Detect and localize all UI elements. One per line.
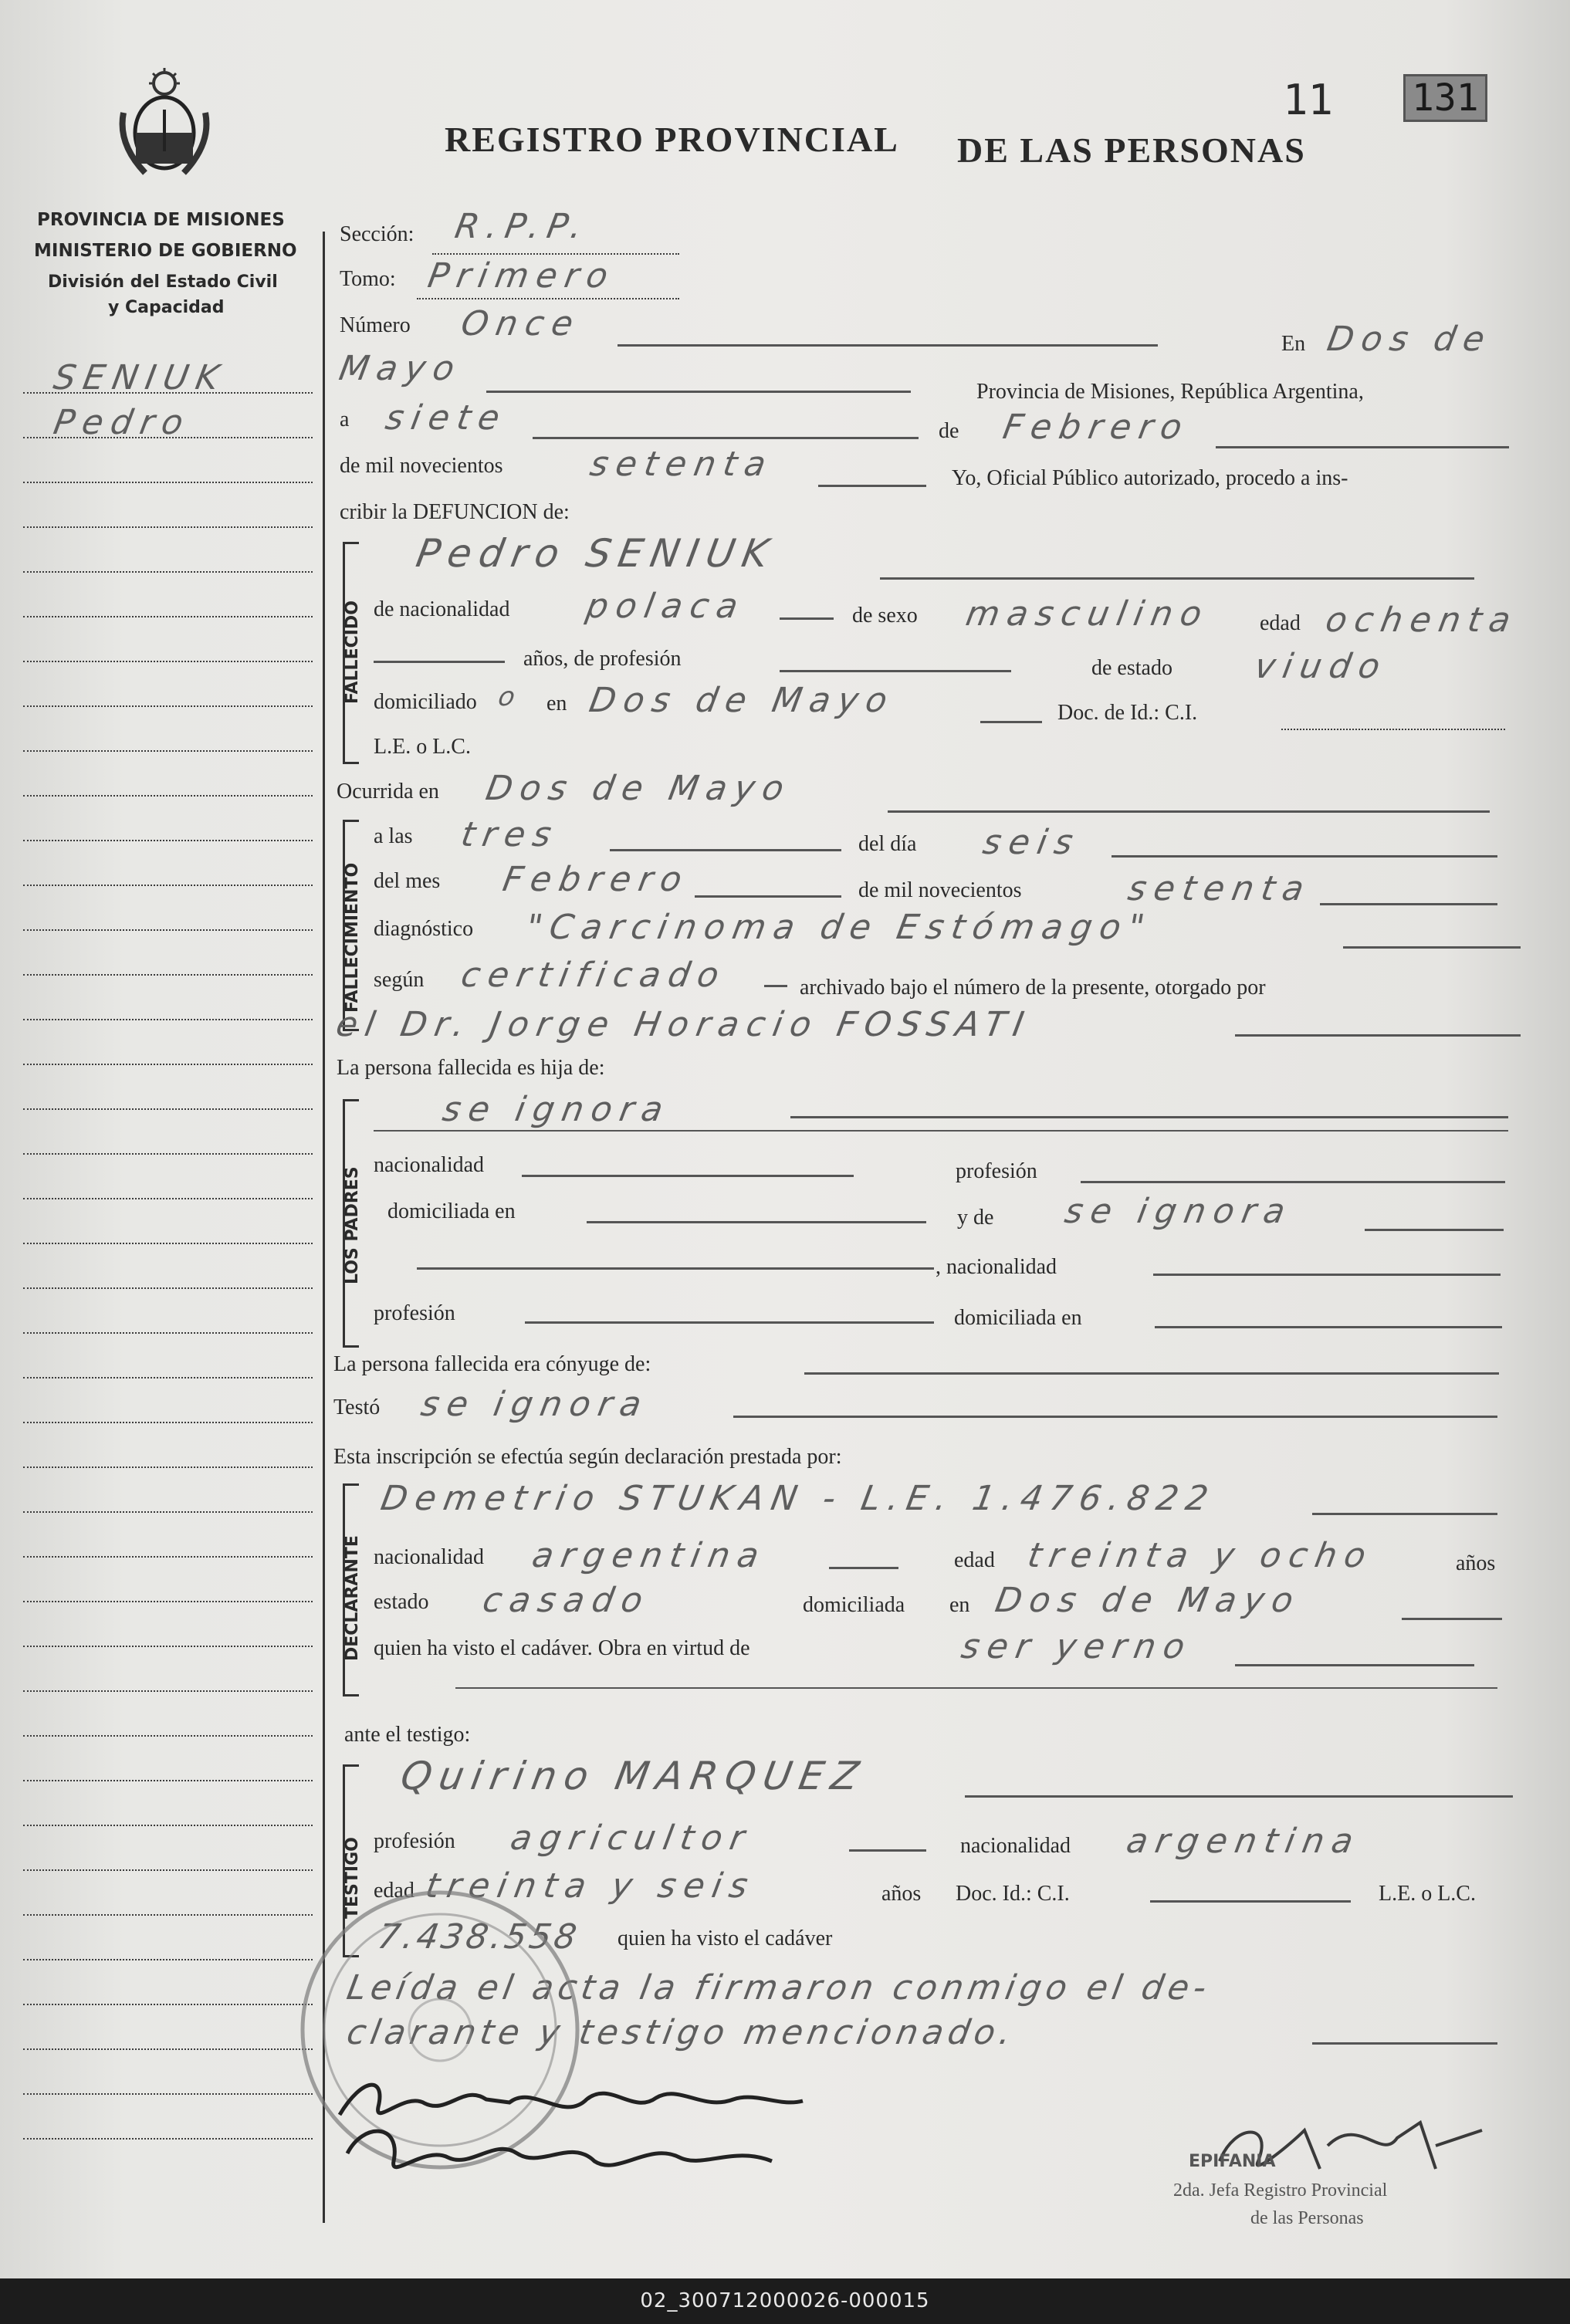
- hija-text: La persona fallecida es hija de:: [337, 1056, 605, 1080]
- mes-value: Febrero: [1000, 408, 1193, 447]
- declarante-domicilio-value: Dos de Mayo: [992, 1581, 1304, 1620]
- declarante-nombre: Demetrio STUKAN - L.E. 1.476.822: [377, 1479, 1219, 1518]
- testigo-profesion-label: profesión: [374, 1829, 455, 1853]
- segun-value: certificado: [458, 956, 730, 995]
- anio-value-2: setenta: [1125, 869, 1315, 908]
- testigo-nacionalidad-value: argentina: [1123, 1822, 1364, 1861]
- domicilio-suffix: o: [496, 682, 518, 712]
- domicilio-label: domiciliado: [374, 690, 477, 714]
- fallecimiento-section-label: FALLECIMIENTO: [343, 862, 362, 1013]
- closing-line-2: clarante y testigo mencionado.: [343, 2013, 1019, 2052]
- mes-value-2: Febrero: [499, 860, 693, 899]
- declarante-en-label: en: [949, 1593, 970, 1617]
- hora-value: tres: [458, 815, 562, 854]
- official-registry: de las Personas: [1250, 2208, 1364, 2228]
- margin-surname: SENIUK: [50, 358, 230, 397]
- de-label: de: [939, 419, 959, 443]
- coat-of-arms-icon: [114, 66, 215, 181]
- declarante-obra-value: ser yerno: [958, 1627, 1196, 1666]
- a-label: a: [340, 408, 350, 431]
- sexo-value: masculino: [963, 594, 1213, 634]
- edad-label: edad: [1260, 611, 1301, 635]
- padre-value: se ignora: [439, 1090, 674, 1129]
- tomo-label: Tomo:: [340, 267, 396, 291]
- segun-label: según: [374, 968, 425, 992]
- place-a: Dos de: [1324, 320, 1496, 359]
- page-title-left: REGISTRO PROVINCIAL: [445, 120, 899, 159]
- profesion-padre-label: profesión: [956, 1159, 1037, 1183]
- profesion-madre-label: profesión: [374, 1301, 455, 1325]
- testigo-doc-label: Doc. Id.: C.I.: [956, 1882, 1070, 1906]
- le-label: L.E. o L.C.: [374, 735, 471, 759]
- del-dia-label: del día: [858, 832, 917, 856]
- org-line-3: División del Estado Civil: [48, 272, 278, 292]
- testigo-edad-label: edad: [374, 1879, 414, 1903]
- declarante-estado-label: estado: [374, 1590, 429, 1614]
- medico-value: el Dr. Jorge Horacio FOSSATI: [333, 1005, 1035, 1044]
- org-line-1: PROVINCIA DE MISIONES: [37, 210, 285, 230]
- diagnostico-value: "Carcinoma de Estómago": [523, 908, 1156, 947]
- anios-label: años, de profesión: [523, 647, 682, 671]
- nacionalidad-label: de nacionalidad: [374, 597, 510, 621]
- provincia-text: Provincia de Misiones, República Argentina,: [976, 380, 1364, 404]
- dia-value: siete: [382, 398, 511, 438]
- declarante-anios-label: años: [1456, 1551, 1496, 1575]
- tomo-value: Primero: [425, 256, 619, 296]
- declarante-edad-value: treinta y ocho: [1024, 1536, 1377, 1575]
- footer-caption: 02_300712000026-000015: [0, 2278, 1570, 2324]
- official-name: EPIFANIA: [1189, 2152, 1276, 2171]
- page-number-stamp: 131: [1403, 74, 1487, 122]
- testigo-cadaver-text: quien ha visto el cadáver: [618, 1927, 833, 1950]
- domicilio-en-label: en: [546, 692, 567, 715]
- estado-label: de estado: [1091, 656, 1172, 680]
- declarante-cadaver-text: quien ha visto el cadáver. Obra en virtud de: [374, 1636, 750, 1660]
- place-b: Mayo: [336, 349, 465, 388]
- org-line-2: MINISTERIO DE GOBIERNO: [34, 241, 297, 261]
- seccion-label: Sección:: [340, 222, 414, 246]
- numero-value: Once: [458, 304, 584, 343]
- numero-label: Número: [340, 313, 411, 337]
- testigo-anios-label: años: [881, 1882, 922, 1906]
- margin-given-name: Pedro: [50, 403, 195, 442]
- seccion-value: R.P.P.: [452, 207, 594, 246]
- sexo-label: de sexo: [852, 604, 918, 628]
- doc-label: Doc. de Id.: C.I.: [1057, 701, 1198, 725]
- declarante-nacionalidad-value: argentina: [529, 1536, 770, 1575]
- nacionalidad-padre-label: nacionalidad: [374, 1153, 485, 1177]
- official-title: 2da. Jefa Registro Provincial: [1173, 2180, 1388, 2201]
- anio-value: setenta: [587, 445, 777, 484]
- conyuge-text: La persona fallecida era cónyuge de:: [333, 1352, 651, 1376]
- edad-value: ochenta: [1322, 600, 1521, 640]
- page-number: 11: [1283, 76, 1334, 124]
- y-de-label: y de: [957, 1206, 994, 1230]
- nacionalidad-madre-label: , nacionalidad: [936, 1255, 1057, 1279]
- fallecido-nombre: Pedro SENIUK: [412, 531, 780, 576]
- testigo-profesion-value: agricultor: [507, 1818, 756, 1858]
- closing-line-1: Leída el acta la firmaron conmigo el de-: [343, 1968, 1214, 2008]
- declarante-domiciliada-label: domiciliada: [803, 1593, 905, 1617]
- domiciliada-madre-label: domiciliada en: [954, 1306, 1082, 1330]
- ocurrida-label: Ocurrida en: [337, 780, 439, 803]
- ocurrida-value: Dos de Mayo: [482, 769, 795, 808]
- official-signature-icon: [1204, 2099, 1497, 2192]
- declarante-edad-label: edad: [954, 1548, 995, 1572]
- declarante-nacionalidad-label: nacionalidad: [374, 1545, 485, 1569]
- domicilio-value: Dos de Mayo: [586, 681, 898, 720]
- testo-value: se ignora: [418, 1385, 652, 1424]
- archivado-text: archivado bajo el número de la presente, otorgado por: [800, 976, 1266, 1000]
- testigo-nombre: Quirino MARQUEZ: [397, 1754, 870, 1798]
- padres-section-label: LOS PADRES: [343, 1166, 362, 1284]
- testigo-signature-icon: [340, 2115, 803, 2192]
- del-mes-label: del mes: [374, 869, 441, 893]
- testigo-doc-numero: 7.438.558: [374, 1917, 583, 1957]
- estado-value: viudo: [1251, 647, 1391, 686]
- declarante-section-label: DECLARANTE: [343, 1535, 362, 1661]
- nacionalidad-value: polaca: [583, 587, 749, 626]
- testigo-edad-value: treinta y seis: [422, 1866, 759, 1906]
- dia-value-2: seis: [980, 823, 1084, 862]
- anio-label-2: de mil novecientos: [858, 878, 1022, 902]
- en-label: En: [1281, 332, 1306, 356]
- declarante-estado-value: casado: [479, 1581, 654, 1620]
- diagnostico-label: diagnóstico: [374, 917, 474, 941]
- fallecido-section-label: FALLECIDO: [343, 600, 362, 704]
- a-las-label: a las: [374, 824, 413, 848]
- oficial-text: Yo, Oficial Público autorizado, procedo a ins-: [952, 466, 1348, 490]
- testo-label: Testó: [333, 1395, 381, 1419]
- inscripcion-text: Esta inscripción se efectúa según declaración prestada por:: [333, 1445, 842, 1469]
- ante-testigo-text: ante el testigo:: [344, 1723, 471, 1747]
- org-line-4: y Capacidad: [108, 298, 225, 317]
- testigo-section-label: TESTIGO: [343, 1837, 362, 1919]
- domiciliada-label: domiciliada en: [387, 1199, 516, 1223]
- testigo-le-label: L.E. o L.C.: [1379, 1882, 1476, 1906]
- anio-label: de mil novecientos: [340, 454, 503, 478]
- testigo-nacionalidad-label: nacionalidad: [960, 1834, 1071, 1858]
- page-title-right: DE LAS PERSONAS: [957, 130, 1306, 170]
- inscribir-text: cribir la DEFUNCION de:: [340, 500, 570, 524]
- madre-value: se ignora: [1061, 1192, 1296, 1231]
